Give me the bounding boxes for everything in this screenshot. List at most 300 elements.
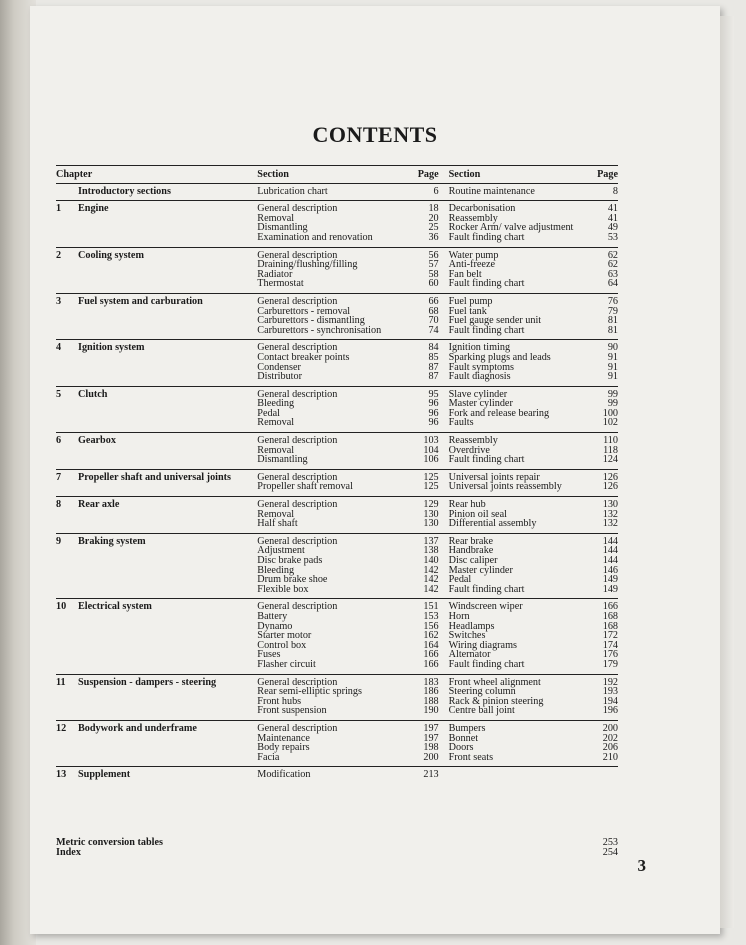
section-page-2: 91 (607, 371, 618, 383)
section-entry: Removal (257, 417, 295, 429)
section-entry-2-column (439, 724, 585, 762)
section-entry: Facia (257, 751, 280, 763)
chapter-title: Ignition system (78, 342, 145, 354)
section-page: 106 (423, 454, 439, 466)
section-entry-2: Doors (448, 742, 474, 754)
section-page: 70 (428, 315, 439, 327)
section-page-column (407, 204, 439, 242)
chapter-cell (56, 343, 255, 381)
section-entry-2: Steering column (448, 686, 516, 698)
section-page: 95 (428, 388, 439, 400)
section-page-2: 91 (607, 351, 618, 363)
section-page: 125 (423, 481, 439, 493)
chapter-number: 7 (56, 471, 62, 483)
section-page-2: 130 (602, 499, 618, 511)
section-page-2: 174 (602, 639, 618, 651)
section-page: 140 (423, 555, 439, 566)
section-entry-column (255, 204, 406, 242)
section-entry-2: Master cylinder (448, 398, 513, 410)
chapter-cell (56, 473, 255, 492)
section-entry: Distributor (257, 371, 302, 383)
section-entry: Bleeding (257, 398, 295, 410)
section-entry-2: Sparking plugs and leads (448, 351, 551, 363)
header-page: Page (417, 169, 439, 180)
section-page-2: 110 (603, 435, 618, 447)
chapter-number: 11 (56, 676, 66, 688)
section-entry-2: Master cylinder (448, 564, 513, 576)
page-number: 3 (637, 856, 646, 875)
section-page-2: 172 (602, 630, 618, 642)
section-entry-column (255, 390, 406, 428)
section-entry: General description (257, 435, 338, 447)
section-entry-column (255, 770, 406, 780)
chapter-cell (56, 297, 255, 335)
toc-row (56, 433, 618, 470)
section-entry-column (255, 297, 406, 335)
section-entry-2: Fault finding chart (448, 278, 525, 290)
section-entry-2: Fuel pump (448, 295, 493, 307)
appendix-label: Metric conversion tables (56, 837, 163, 848)
section-page: 162 (423, 630, 439, 642)
toc-row (56, 184, 618, 202)
chapter-number: 8 (56, 499, 62, 511)
section-page-2-column (584, 537, 618, 595)
section-page: 164 (423, 639, 439, 651)
section-entry: Carburettors - synchronisation (257, 324, 382, 336)
header-section-2: Section (448, 169, 481, 180)
section-page-2: 166 (602, 601, 618, 613)
section-page-2-column (584, 436, 618, 465)
section-entry-2: Centre ball joint (448, 705, 515, 717)
chapter-title: Cooling system (78, 249, 144, 261)
section-page: 197 (423, 732, 439, 744)
section-entry: Draining/flushing/filling (257, 259, 358, 271)
section-entry: Radiator (257, 268, 293, 280)
section-entry-2-column (439, 500, 585, 529)
section-page: 87 (428, 371, 439, 383)
section-page: 183 (423, 676, 439, 688)
section-page-2: 118 (603, 444, 618, 456)
toc-row (56, 294, 618, 340)
section-entry-2: Faults (448, 417, 474, 429)
section-page: 166 (423, 649, 439, 661)
section-entry: Flexible box (257, 583, 309, 595)
section-page-column (407, 343, 439, 381)
chapter-number: 4 (56, 342, 62, 354)
section-page-2: 99 (607, 388, 618, 400)
section-page-2: 194 (602, 695, 618, 707)
section-entry: Examination and renovation (257, 231, 373, 243)
section-page-2-column (584, 770, 618, 780)
chapter-title: Engine (78, 203, 109, 215)
section-entry-column (255, 537, 406, 595)
appendix-entry (56, 838, 618, 848)
toc-row (56, 497, 618, 534)
section-entry-2-column (439, 436, 585, 465)
section-entry: Thermostat (257, 278, 304, 290)
section-page-2: 91 (607, 361, 618, 373)
section-page-column (407, 537, 439, 595)
section-entry-2: Headlamps (448, 620, 495, 632)
section-entry: Half shaft (257, 518, 298, 530)
section-entry-2-column (439, 390, 585, 428)
section-entry-2: Differential assembly (448, 518, 537, 530)
section-page-2: 41 (607, 203, 618, 215)
section-entry: Drum brake shoe (257, 574, 328, 586)
section-page-2: 144 (602, 535, 618, 547)
section-entry: Modification (257, 769, 311, 781)
section-page: 142 (423, 574, 439, 586)
chapter-title: Fuel system and carburation (78, 295, 203, 307)
section-page: 129 (423, 499, 439, 511)
section-entry-2-column (439, 678, 585, 716)
section-page-2: 124 (602, 454, 618, 466)
section-page-2: 64 (607, 278, 618, 290)
section-page-2: 99 (607, 398, 618, 410)
section-entry-column (255, 473, 406, 492)
chapter-number: 13 (56, 769, 67, 781)
section-entry: General description (257, 342, 338, 354)
section-page-2: 90 (607, 342, 618, 354)
toc-row (56, 534, 618, 600)
section-entry-2: Universal joints repair (448, 471, 540, 483)
appendix-label: Index (56, 847, 81, 858)
section-entry: General description (257, 203, 338, 215)
section-page-2-column (584, 724, 618, 762)
section-page-column (407, 500, 439, 529)
section-page-2: 62 (607, 259, 618, 271)
section-entry: Dismantling (257, 222, 308, 234)
section-page-column (407, 297, 439, 335)
section-entry-2-column (439, 251, 585, 289)
section-entry: Starter motor (257, 630, 312, 642)
section-entry: General description (257, 471, 338, 483)
chapter-title: Introductory sections (78, 185, 171, 197)
section-entry: Carburettors - dismantling (257, 315, 365, 327)
section-page: 153 (423, 610, 439, 622)
section-entry: Front suspension (257, 705, 327, 717)
chapter-title: Clutch (78, 388, 108, 400)
section-entry: General description (257, 249, 338, 261)
section-entry-2: Fault finding chart (448, 583, 525, 595)
chapter-title: Supplement (78, 769, 131, 781)
section-page-2: 49 (607, 222, 618, 234)
toc-row (56, 675, 618, 721)
section-page: 58 (428, 268, 439, 280)
section-entry-2: Front wheel alignment (448, 676, 541, 688)
chapter-cell (56, 724, 255, 762)
chapter-cell (56, 770, 255, 780)
section-page-2: 53 (607, 231, 618, 243)
section-entry-2: Water pump (448, 249, 499, 261)
section-entry: General description (257, 388, 338, 400)
section-entry-2-column (439, 297, 585, 335)
section-page: 137 (423, 535, 439, 547)
section-page: 96 (428, 407, 439, 419)
section-entry: Dismantling (257, 454, 308, 466)
section-page-2-column (584, 678, 618, 716)
section-page: 200 (423, 751, 439, 763)
section-entry-column (255, 436, 406, 465)
section-entry-2: Horn (448, 610, 470, 622)
section-entry-2: Disc caliper (448, 555, 498, 566)
section-page-column (407, 251, 439, 289)
section-entry-2: Fan belt (448, 268, 482, 280)
appendix-page: 253 (602, 837, 618, 848)
section-entry-2: Fork and release bearing (448, 407, 550, 419)
chapter-cell (56, 537, 255, 595)
section-page-column (407, 187, 439, 197)
section-entry: Condenser (257, 361, 301, 373)
toc-row (56, 248, 618, 294)
chapter-cell (56, 602, 255, 669)
section-entry-2: Anti-freeze (448, 259, 496, 271)
section-entry-2: Rear brake (448, 535, 494, 547)
section-page-column (407, 678, 439, 716)
chapter-cell (56, 251, 255, 289)
section-entry-2: Fuel tank (448, 305, 487, 317)
section-entry: Carburettors - removal (257, 305, 351, 317)
section-entry-2: Alternator (448, 649, 491, 661)
section-page-2: 146 (602, 564, 618, 576)
section-entry-2: Fault diagnosis (448, 371, 511, 383)
section-page: 36 (428, 231, 439, 243)
section-entry-2: Ignition timing (448, 342, 511, 354)
contents-table (56, 165, 618, 784)
section-entry: Removal (257, 508, 295, 520)
section-entry-2: Pinion oil seal (448, 508, 507, 520)
chapter-cell (56, 678, 255, 716)
section-page-2: 132 (602, 508, 618, 520)
header-chapter: Chapter (56, 169, 93, 180)
section-entry: General description (257, 722, 338, 734)
section-entry: Removal (257, 444, 295, 456)
section-entry-2: Handbrake (448, 545, 494, 557)
section-page: 186 (423, 686, 439, 698)
section-entry-2-column (439, 473, 585, 492)
section-page: 188 (423, 695, 439, 707)
section-entry: General description (257, 676, 338, 688)
section-entry-2: Rack & pinion steering (448, 695, 544, 707)
section-page: 104 (423, 444, 439, 456)
section-page-2: 126 (602, 481, 618, 493)
chapter-title: Propeller shaft and universal joints (78, 471, 232, 483)
section-entry: Dynamo (257, 620, 293, 632)
section-page: 198 (423, 742, 439, 754)
section-entry-2: Windscreen wiper (448, 601, 523, 613)
section-entry-2: Fault symptoms (448, 361, 515, 373)
chapter-title: Rear axle (78, 499, 120, 511)
table-header (56, 165, 618, 184)
section-page: 142 (423, 583, 439, 595)
section-page: 60 (428, 278, 439, 290)
toc-row (56, 599, 618, 674)
section-entry: Maintenance (257, 732, 310, 744)
section-page-2-column (584, 500, 618, 529)
section-page-column (407, 473, 439, 492)
chapter-cell (56, 390, 255, 428)
section-page: 25 (428, 222, 439, 234)
chapter-number: 9 (56, 535, 62, 547)
chapter-title: Gearbox (78, 435, 116, 447)
section-page-column (407, 724, 439, 762)
section-entry-2: Overdrive (448, 444, 490, 456)
section-entry-2: Reassembly (448, 212, 498, 224)
section-entry-2-column (439, 602, 585, 669)
chapter-number: 12 (56, 722, 67, 734)
section-entry: Propeller shaft removal (257, 481, 353, 493)
chapter-number: 5 (56, 388, 62, 400)
section-entry-2: Bumpers (448, 722, 486, 734)
section-page-column (407, 436, 439, 465)
section-page-2: 8 (612, 185, 618, 197)
section-page-2-column (584, 251, 618, 289)
section-page-2-column (584, 390, 618, 428)
section-entry-column (255, 678, 406, 716)
section-entry: General description (257, 601, 338, 613)
section-page: 20 (428, 212, 439, 224)
section-entry-2: Front seats (448, 751, 494, 763)
section-page: 151 (423, 601, 439, 613)
chapter-title: Suspension - dampers - steering (78, 676, 217, 688)
section-entry: Rear semi-elliptic springs (257, 686, 362, 698)
section-page-column (407, 390, 439, 428)
section-entry: Flasher circuit (257, 658, 316, 670)
section-page: 103 (423, 435, 439, 447)
section-page: 85 (428, 351, 439, 363)
chapter-cell (56, 204, 255, 242)
section-page-column (407, 602, 439, 669)
section-entry-2: Wiring diagrams (448, 639, 517, 651)
chapter-number: 2 (56, 249, 62, 261)
section-page-2: 202 (602, 732, 618, 744)
section-entry-2: Rocker Arm/ valve adjustment (448, 222, 574, 234)
section-page-2: 206 (602, 742, 618, 754)
section-page-2: 168 (602, 610, 618, 622)
appendix-list (56, 838, 618, 858)
section-entry-2: Switches (448, 630, 486, 642)
section-entry-2: Slave cylinder (448, 388, 508, 400)
toc-row (56, 387, 618, 433)
section-page: 96 (428, 417, 439, 429)
section-page: 57 (428, 259, 439, 271)
section-page-2: 176 (602, 649, 618, 661)
chapter-number: 1 (56, 203, 62, 215)
chapter-title: Braking system (78, 535, 146, 547)
section-entry-2: Bonnet (448, 732, 479, 744)
section-entry-2: Fault finding chart (448, 231, 525, 243)
section-page-2: 168 (602, 620, 618, 632)
chapter-cell (56, 187, 255, 197)
section-page-2: 149 (602, 574, 618, 586)
section-entry-column (255, 602, 406, 669)
section-page: 142 (423, 564, 439, 576)
chapter-title: Bodywork and underframe (78, 722, 197, 734)
section-entry: Adjustment (257, 545, 305, 557)
section-page-2: 192 (602, 676, 618, 688)
section-entry-2: Fault finding chart (448, 454, 525, 466)
section-entry-column (255, 724, 406, 762)
section-page: 190 (423, 705, 439, 717)
header-page-2: Page (597, 169, 618, 180)
section-page-2: 200 (602, 722, 618, 734)
section-entry-2-column (439, 343, 585, 381)
section-entry: Removal (257, 212, 295, 224)
section-entry-column (255, 343, 406, 381)
section-page-2: 144 (602, 545, 618, 557)
section-entry: General description (257, 499, 338, 511)
toc-row (56, 201, 618, 247)
section-entry-column (255, 500, 406, 529)
chapter-number: 10 (56, 601, 67, 613)
toc-row (56, 767, 618, 784)
section-entry: General description (257, 535, 338, 547)
section-entry: Battery (257, 610, 288, 622)
section-page: 66 (428, 295, 439, 307)
section-page: 56 (428, 249, 439, 261)
section-page-2: 76 (607, 295, 618, 307)
section-page-2: 81 (607, 324, 618, 336)
section-page: 130 (423, 518, 439, 530)
section-page: 166 (423, 658, 439, 670)
appendix-entry (56, 848, 618, 858)
section-entry: Body repairs (257, 742, 310, 754)
section-entry: Disc brake pads (257, 555, 323, 566)
section-page-2: 193 (602, 686, 618, 698)
chapter-title: Electrical system (78, 601, 152, 613)
section-page: 74 (428, 324, 439, 336)
section-page: 156 (423, 620, 439, 632)
section-page-2: 126 (602, 471, 618, 483)
section-page-2: 41 (607, 212, 618, 224)
section-page-2: 149 (602, 583, 618, 595)
section-page-2: 81 (607, 315, 618, 327)
section-page-2-column (584, 602, 618, 669)
section-page-2: 144 (602, 555, 618, 566)
section-entry-2: Pedal (448, 574, 472, 586)
section-page-2-column (584, 343, 618, 381)
section-page: 6 (433, 185, 439, 197)
section-entry: Control box (257, 639, 307, 651)
section-entry: Contact breaker points (257, 351, 350, 363)
section-page-2: 62 (607, 249, 618, 261)
section-entry: General description (257, 295, 338, 307)
section-page: 197 (423, 722, 439, 734)
section-page-2: 210 (602, 751, 618, 763)
section-page-2: 100 (602, 407, 618, 419)
section-page-2-column (584, 187, 618, 197)
section-page: 84 (428, 342, 439, 354)
section-entry: Front hubs (257, 695, 302, 707)
section-page-2: 196 (602, 705, 618, 717)
section-page-2: 63 (607, 268, 618, 280)
section-entry-2: Fault finding chart (448, 658, 525, 670)
section-page-2: 79 (607, 305, 618, 317)
section-page-2-column (584, 297, 618, 335)
chapter-number: 3 (56, 295, 62, 307)
appendix-page: 254 (602, 847, 618, 858)
chapter-number: 6 (56, 435, 62, 447)
section-entry: Lubrication chart (257, 185, 328, 197)
toc-row (56, 470, 618, 497)
section-page: 87 (428, 361, 439, 373)
page-title: CONTENTS (312, 122, 438, 147)
section-page-2: 179 (602, 658, 618, 670)
section-entry-2: Rear hub (448, 499, 486, 511)
section-page: 125 (423, 471, 439, 483)
section-entry: Bleeding (257, 564, 295, 576)
section-page-2-column (584, 473, 618, 492)
